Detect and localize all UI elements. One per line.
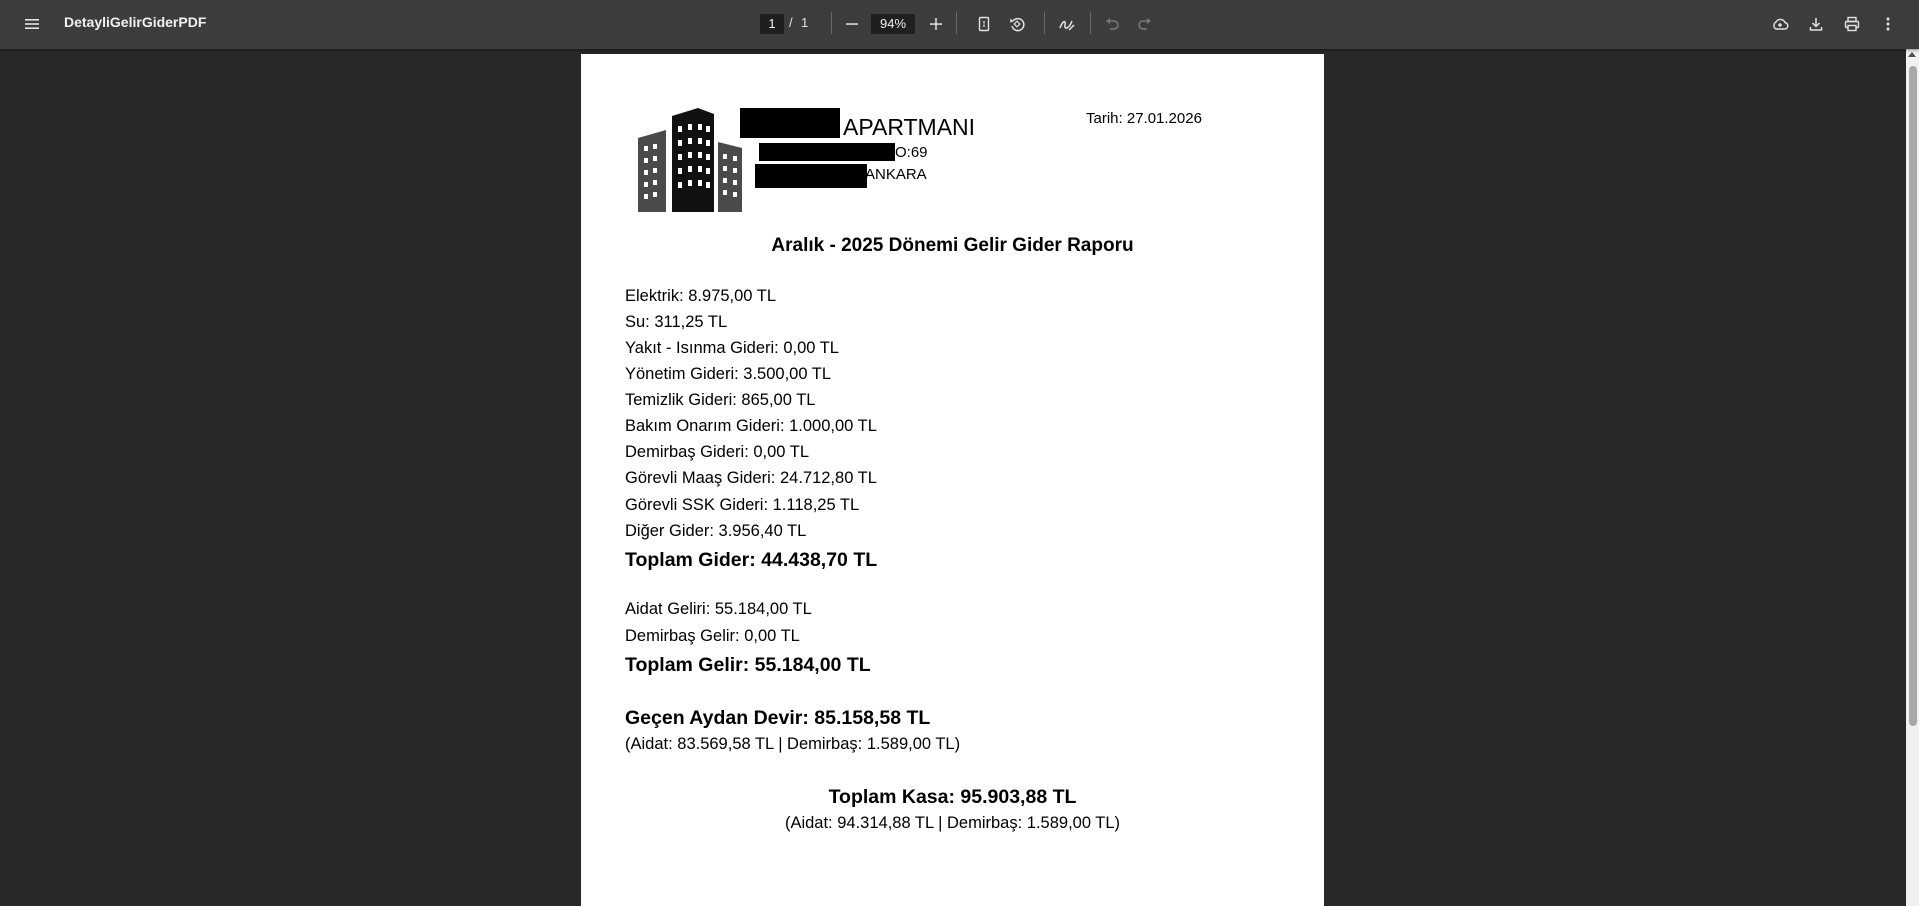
expense-line: Demirbaş Gideri: 0,00 TL bbox=[625, 443, 810, 461]
page-number-input[interactable]: 1 bbox=[760, 14, 784, 34]
toolbar-divider bbox=[1044, 12, 1045, 34]
expense-line: Bakım Onarım Gideri: 1.000,00 TL bbox=[625, 417, 877, 435]
pdf-page bbox=[581, 54, 1324, 906]
redacted-block bbox=[740, 108, 840, 138]
page-separator: / bbox=[789, 15, 793, 30]
carryover-total: Geçen Aydan Devir: 85.158,58 TL bbox=[625, 707, 931, 729]
more-options-icon[interactable] bbox=[1874, 10, 1902, 38]
total-expense: Toplam Gider: 44.438,70 TL bbox=[625, 549, 878, 571]
report-date: Tarih: 27.01.2026 bbox=[1086, 110, 1202, 127]
total-cash-detail: (Aidat: 94.314,88 TL | Demirbaş: 1.589,00 TL) bbox=[784, 814, 1121, 832]
zoom-input[interactable]: 94% bbox=[871, 14, 915, 34]
rotate-icon[interactable] bbox=[1003, 10, 1031, 38]
toolbar-divider bbox=[1090, 12, 1091, 34]
apartment-name: APARTMANI bbox=[843, 114, 976, 140]
page-total: 1 bbox=[801, 15, 809, 30]
carryover-detail: (Aidat: 83.569,58 TL | Demirbaş: 1.589,00 TL) bbox=[625, 735, 961, 753]
pdf-toolbar bbox=[0, 0, 1919, 49]
total-income: Toplam Gelir: 55.184,00 TL bbox=[625, 654, 871, 676]
zoom-out-icon[interactable] bbox=[838, 10, 866, 38]
expense-line: Su: 311,25 TL bbox=[625, 313, 728, 331]
scrollbar-thumb[interactable] bbox=[1909, 66, 1917, 726]
address-line-2: ANKARA bbox=[865, 166, 927, 183]
fit-to-page-icon[interactable] bbox=[970, 10, 998, 38]
menu-icon[interactable] bbox=[18, 10, 46, 38]
expense-line: Diğer Gider: 3.956,40 TL bbox=[625, 522, 807, 540]
expense-line: Görevli Maaş Gideri: 24.712,80 TL bbox=[625, 469, 877, 487]
zoom-in-icon[interactable] bbox=[922, 10, 950, 38]
building-logo-icon bbox=[636, 108, 746, 214]
redo-icon[interactable] bbox=[1131, 10, 1159, 38]
document-title: DetayliGelirGiderPDF bbox=[64, 14, 207, 30]
toolbar-divider bbox=[831, 12, 832, 34]
report-title: Aralık - 2025 Dönemi Gelir Gider Raporu bbox=[771, 235, 1134, 256]
expense-line: Temizlik Gideri: 865,00 TL bbox=[625, 391, 816, 409]
expense-line: Yakıt - Isınma Gideri: 0,00 TL bbox=[625, 339, 839, 357]
expense-line: Yönetim Gideri: 3.500,00 TL bbox=[625, 365, 832, 383]
draw-icon[interactable] bbox=[1053, 10, 1081, 38]
income-line: Aidat Geliri: 55.184,00 TL bbox=[625, 600, 812, 618]
redacted-block bbox=[755, 164, 867, 188]
scroll-up-arrow-icon[interactable] bbox=[1908, 52, 1916, 57]
address-line-1: O:69 bbox=[895, 144, 928, 161]
expense-line: Elektrik: 8.975,00 TL bbox=[625, 287, 777, 305]
total-cash: Toplam Kasa: 95.903,88 TL bbox=[828, 786, 1077, 808]
income-line: Demirbaş Gelir: 0,00 TL bbox=[625, 627, 800, 645]
undo-icon[interactable] bbox=[1098, 10, 1126, 38]
save-to-drive-icon[interactable] bbox=[1766, 10, 1794, 38]
expense-line: Görevli SSK Gideri: 1.118,25 TL bbox=[625, 496, 860, 514]
toolbar-divider bbox=[956, 12, 957, 34]
print-icon[interactable] bbox=[1838, 10, 1866, 38]
download-icon[interactable] bbox=[1802, 10, 1830, 38]
redacted-block bbox=[759, 143, 895, 161]
